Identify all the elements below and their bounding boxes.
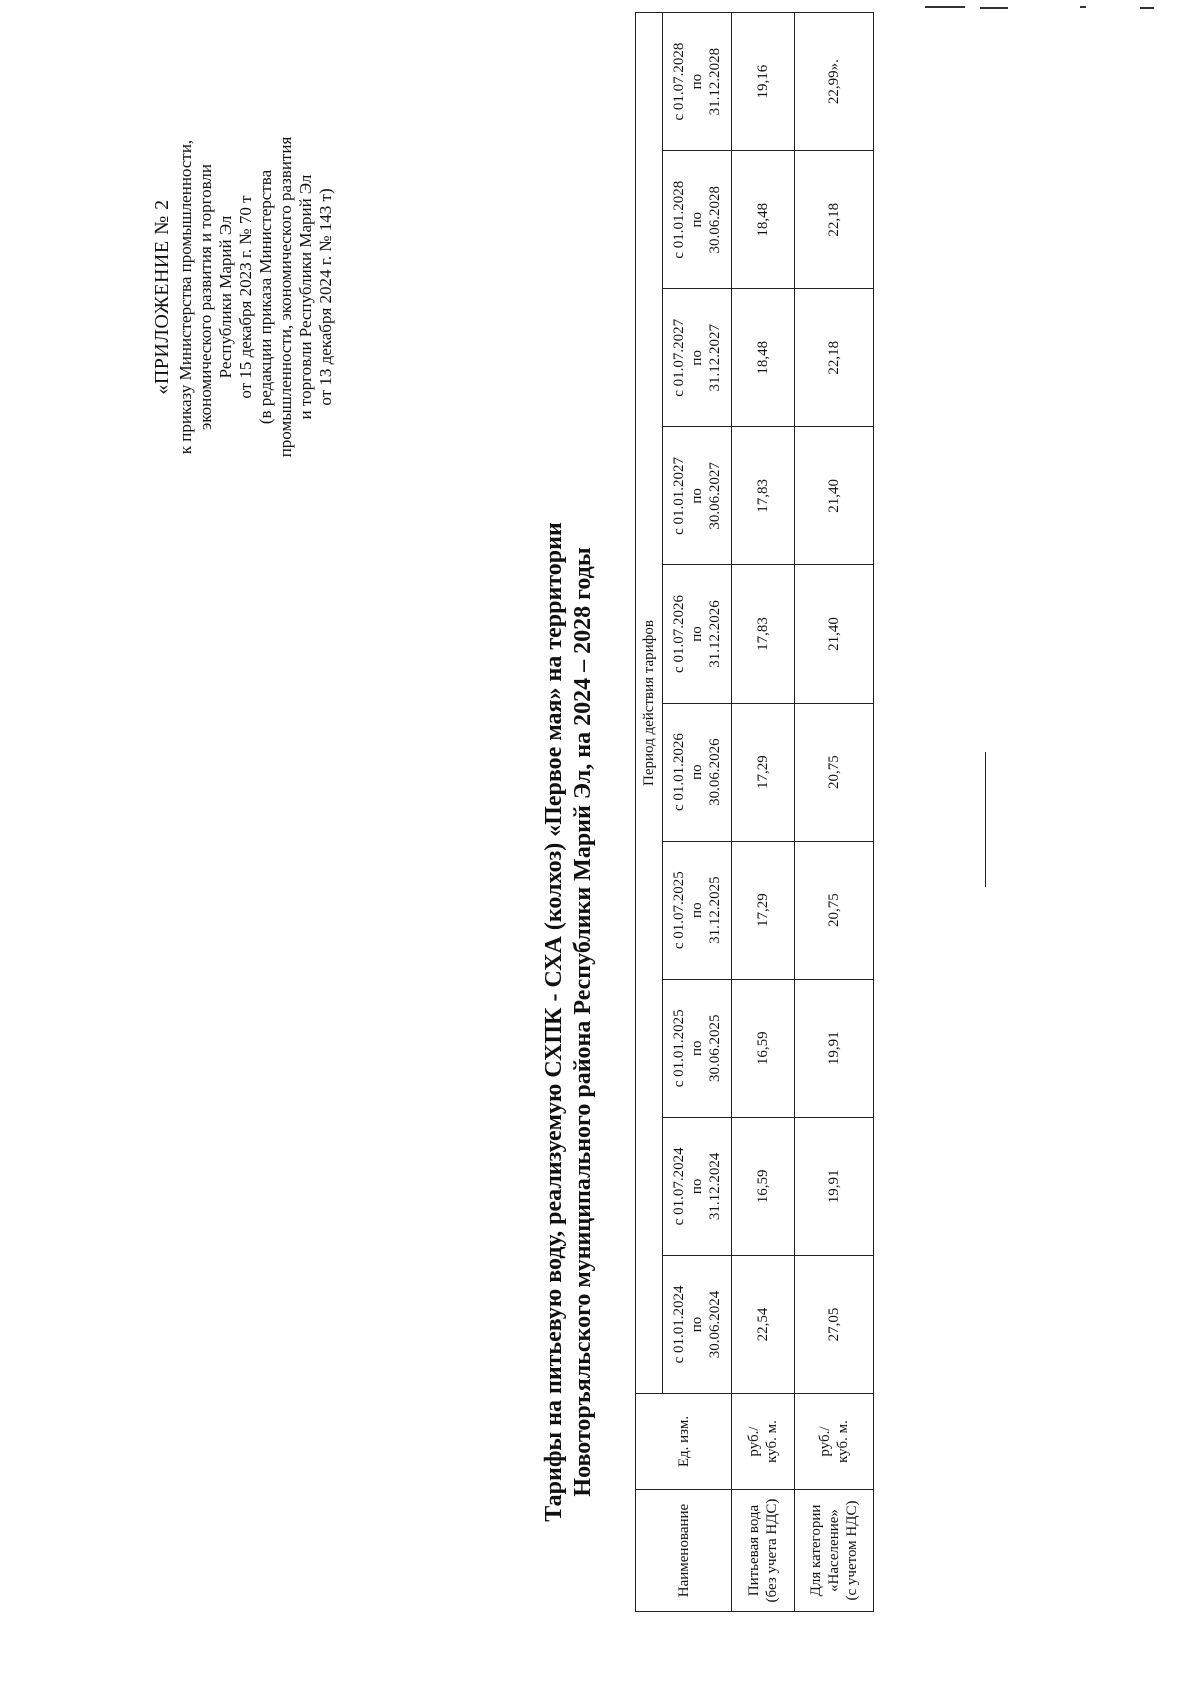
row-name-cell (795, 1490, 874, 1612)
row-unit-line: руб./ (746, 1426, 762, 1457)
period-to-word: по (689, 211, 705, 228)
period-from: с 01.07.2027 (671, 318, 687, 397)
period-cell (663, 979, 732, 1117)
scan-artifact (1080, 6, 1086, 8)
row-name-line: Для категории (808, 1504, 824, 1597)
period-cell (663, 1255, 732, 1393)
period-to-word: по (689, 764, 705, 780)
appendix-line: Республики Марий Эл (216, 215, 235, 379)
tariff-value-cell: 17,29 (732, 841, 795, 979)
tariff-value-cell: 22,99». (795, 13, 874, 151)
tariff-value-cell: 21,40 (795, 427, 874, 565)
tariff-value-cell: 17,29 (732, 703, 795, 841)
tariff-value-cell: 19,91 (795, 1117, 874, 1255)
scan-artifact (1140, 7, 1154, 9)
tariff-value-cell: 19,16 (732, 13, 795, 151)
period-cell (663, 427, 732, 565)
period-from: с 01.01.2026 (671, 733, 687, 812)
tariff-value-cell: 18,48 (732, 151, 795, 289)
appendix-header (148, 97, 336, 497)
period-from: с 01.01.2027 (671, 456, 687, 535)
tariff-value-cell: 22,18 (795, 289, 874, 427)
column-header-unit: Ед. изм. (636, 1394, 732, 1490)
appendix-line: (в редакции приказа Министерства (256, 169, 275, 425)
period-cell (663, 289, 732, 427)
appendix-line: и торговли Республики Марий Эл (296, 174, 315, 420)
title-line: Новоторъяльского муниципального района Республики Марий Эл, на 2024 – 2028 годы (570, 547, 596, 1497)
tariff-value-cell: 20,75 (795, 841, 874, 979)
scan-artifact (925, 6, 965, 8)
tariff-value-cell: 17,83 (732, 427, 795, 565)
scan-artifact (980, 7, 1008, 9)
period-cell (663, 703, 732, 841)
period-cell (663, 565, 732, 703)
title-line: Тарифы на питьевую воду, реализуемую СХПК - СХА (колхоз) «Первое мая» на территории (541, 522, 567, 1522)
appendix-line: экономического развития и торговли (196, 163, 215, 431)
signature-line (985, 752, 986, 887)
tariff-value-cell: 16,59 (732, 1117, 795, 1255)
row-unit-cell (795, 1394, 874, 1490)
table-row (732, 13, 795, 1612)
period-from: с 01.07.2024 (671, 1147, 687, 1226)
tariff-value-cell: 22,54 (732, 1255, 795, 1393)
period-to: 30.06.2025 (707, 1014, 723, 1083)
row-name-line: (без учета НДС) (764, 1498, 780, 1603)
period-to-word: по (689, 350, 705, 366)
period-from: с 01.01.2024 (671, 1285, 687, 1364)
row-unit-line: куб. м. (764, 1420, 780, 1463)
period-to: 30.06.2028 (707, 185, 723, 254)
appendix-title: «ПРИЛОЖЕНИЕ № 2 (151, 199, 173, 395)
period-to-word: по (689, 1040, 705, 1057)
column-header-name: Наименование (636, 1490, 732, 1612)
appendix-line: к приказу Министерства промышленности, (176, 139, 195, 455)
period-to-word: по (689, 73, 705, 90)
period-to: 30.06.2027 (707, 462, 723, 530)
document-title (540, 472, 598, 1572)
period-to: 31.12.2027 (707, 324, 723, 392)
tariff-value-cell: 20,75 (795, 703, 874, 841)
period-from: с 01.07.2026 (671, 595, 687, 673)
row-unit-line: руб./ (817, 1426, 833, 1457)
appendix-line: от 15 декабря 2023 г. № 70 т (236, 195, 255, 399)
row-unit-cell (732, 1394, 795, 1490)
period-to: 31.12.2025 (707, 876, 723, 944)
row-name-line: Питьевая вода (746, 1504, 762, 1597)
row-name-cell (732, 1490, 795, 1612)
tariff-value-cell: 22,18 (795, 151, 874, 289)
period-cell (663, 841, 732, 979)
period-to-word: по (689, 902, 705, 918)
row-name-line: «Население» (826, 1509, 842, 1592)
period-cell (663, 151, 732, 289)
tariff-value-cell: 27,05 (795, 1255, 874, 1393)
table-body (732, 13, 874, 1612)
column-header-period: Период действия тарифов (636, 13, 663, 1394)
period-from: с 01.07.2025 (671, 871, 687, 950)
period-from: с 01.07.2028 (671, 42, 687, 121)
period-to: 31.12.2026 (707, 600, 723, 668)
period-from: с 01.01.2025 (671, 1009, 687, 1088)
appendix-line: промышленности, экономического развития (276, 136, 295, 458)
tariff-table (635, 12, 874, 1612)
row-unit-line: куб. м. (835, 1420, 851, 1463)
period-to: 30.06.2026 (707, 738, 723, 806)
tariff-value-cell: 17,83 (732, 565, 795, 703)
tariff-value-cell: 18,48 (732, 289, 795, 427)
appendix-line: от 13 декабря 2024 г. № 143 т) (316, 188, 335, 406)
period-to-word: по (689, 1178, 705, 1195)
period-to-word: по (689, 1316, 705, 1333)
period-to-word: по (689, 488, 705, 504)
table-row (795, 13, 874, 1612)
period-cell (663, 13, 732, 151)
period-cell (663, 1117, 732, 1255)
period-to: 30.06.2024 (707, 1290, 723, 1359)
period-to: 31.12.2024 (707, 1152, 723, 1221)
tariff-value-cell: 19,91 (795, 979, 874, 1117)
period-header-row (663, 13, 732, 1612)
row-name-line: (с учетом НДС) (844, 1500, 860, 1601)
period-to-word: по (689, 626, 705, 642)
tariff-value-cell: 16,59 (732, 979, 795, 1117)
tariff-value-cell: 21,40 (795, 565, 874, 703)
period-to: 31.12.2028 (707, 47, 723, 116)
period-from: с 01.01.2028 (671, 180, 687, 259)
